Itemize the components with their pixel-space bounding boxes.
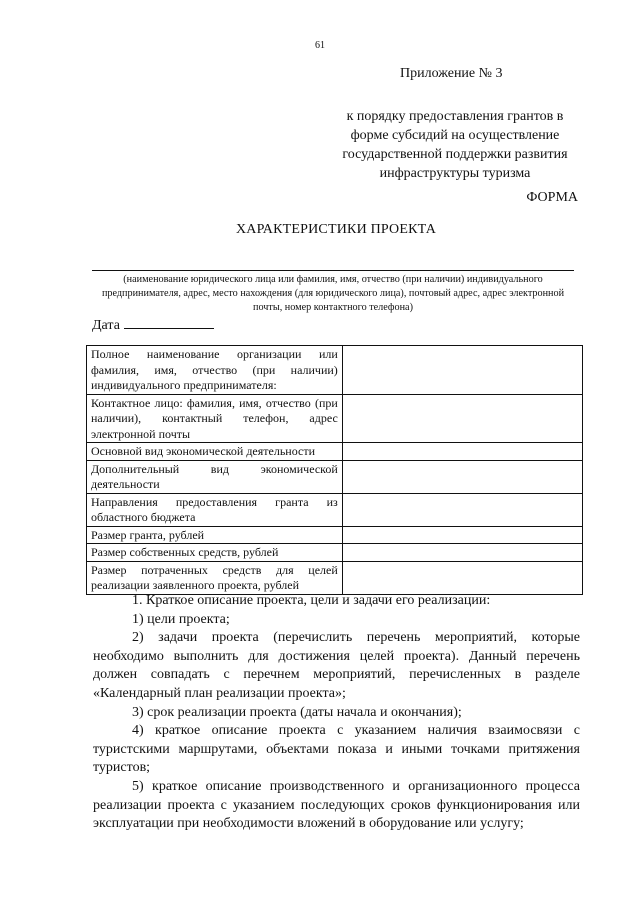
table-row-value	[342, 346, 582, 395]
table-row-label: Контактное лицо: фамилия, имя, отчество (при наличии), контактный телефон, адрес электронной почты	[87, 394, 343, 443]
date-row	[92, 314, 214, 334]
form-label: ФОРМА	[526, 190, 578, 205]
applicant-note: (наименование юридического лица или фамилия, имя, отчество (при наличии) индивидуального предпринимателя, адрес, место нахождения (для юридического лица), почтовый адрес, адрес электронной почты, номер контактного телефона)	[101, 274, 565, 313]
applicant-fill-line	[92, 270, 574, 271]
table-row	[87, 544, 583, 562]
table-row	[87, 346, 583, 395]
table-row-value	[342, 561, 582, 594]
table-row-value	[342, 544, 582, 562]
table-row	[87, 561, 583, 594]
table-row-label: Основной вид экономической деятельности	[87, 443, 343, 461]
page-number: 61	[315, 40, 325, 51]
table-row	[87, 443, 583, 461]
paragraph: 2) задачи проекта (перечислить перечень мероприятий, которые необходимо выполнить для достижения целей проекта). Данный перечень должен совпадать с перечнем мероприятий, перечисленных в разделе «Календарный план реализации проекта»;	[93, 630, 580, 701]
table-row-value	[342, 443, 582, 461]
paragraph: 1) цели проекта;	[132, 611, 230, 627]
table-row-value	[342, 493, 582, 526]
table-row-value	[342, 394, 582, 443]
table-row-label: Направления предоставления гранта из областного бюджета	[87, 493, 343, 526]
paragraph: 5) краткое описание производственного и организационного процесса реализации проекта с указанием последующих сроков функционирования или эксплуатации при необходимости вложений в оборудование или услугу;	[93, 778, 580, 832]
paragraph: 1. Краткое описание проекта, цели и задачи его реализации:	[132, 593, 491, 608]
paragraph: 4) краткое описание проекта с указанием наличия взаимосвязи с туристскими маршрутами, объектами показа и иными точками притяжения туристов;	[93, 723, 580, 776]
date-blank-line	[124, 314, 214, 329]
date-label: Дата	[92, 318, 120, 333]
table-row	[87, 493, 583, 526]
table-row-label: Размер потраченных средств для целей реализации заявленного проекта, рублей	[87, 561, 343, 594]
paragraph: 3) срок реализации проекта (даты начала и окончания);	[132, 704, 462, 720]
document-title: ХАРАКТЕРИСТИКИ ПРОЕКТА	[235, 222, 437, 237]
table-row	[87, 460, 583, 493]
table-row-label: Дополнительный вид экономической деятельности	[87, 460, 343, 493]
appendix-subtitle: к порядку предоставления грантов в форме субсидий на осуществление государственной поддержки развития инфраструктуры туризма	[342, 109, 568, 181]
appendix-title: Приложение № 3	[400, 66, 503, 81]
table-row	[87, 526, 583, 544]
table-row-value	[342, 460, 582, 493]
body-text	[93, 592, 580, 834]
table-row	[87, 394, 583, 443]
table-row-label: Размер собственных средств, рублей	[87, 544, 343, 562]
characteristics-table	[86, 345, 583, 595]
table-row-label: Полное наименование организации или фамилия, имя, отчество (при наличии) индивидуального предпринимателя:	[87, 346, 343, 395]
table-row-label: Размер гранта, рублей	[87, 526, 343, 544]
table-row-value	[342, 526, 582, 544]
